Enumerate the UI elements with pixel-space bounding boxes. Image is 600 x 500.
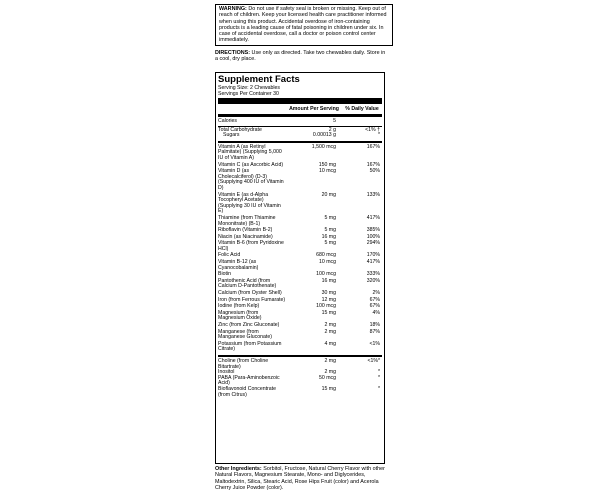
header-divider [218,114,382,117]
nutrient-amount: 20 mg [321,191,336,198]
facts-title: Supplement Facts [218,74,300,85]
nutrient-dv: 18% [369,322,380,328]
nutrient-name: Vitamin C (as Ascorbic Acid) [218,161,284,168]
nutrient-name: Thiamine (from Thiamine Mononitrate) (B-1) [218,214,276,227]
nutrient-amount: 0.00013 g [312,132,336,139]
nutrient-amount: 30 mg [321,290,336,297]
nutrient-group-3 [218,359,382,398]
nutrient-name: Manganese (from Manganese Gluconate) [218,328,272,341]
nutrient-dv: 385% [366,227,380,234]
nutrient-row [218,145,382,162]
nutrient-row [218,279,382,290]
col-dv-header: % Daily Value [345,106,379,112]
nutrient-name: Bioflavonoid Concentrate (from Citrus) [218,385,276,398]
nutrient-dv: 4% [372,309,380,316]
facts-header [218,105,382,114]
nutrient-row [218,193,382,215]
ingredients-label: Other Ingredients: [215,466,262,472]
nutrient-dv: 417% [366,259,380,266]
nutrient-name: Vitamin D (as Cholecalciferol) (D-3) (Supplying 400 IU of Vitamin D) [218,168,284,191]
nutrient-name: PABA (Para-Aminobenzoic Acid) [218,374,280,387]
nutrient-dv: 167% [366,161,380,168]
nutrient-amount: 100 mcg [316,303,336,310]
nutrient-dv: 170% [366,252,380,259]
nutrient-dv: <1%* [367,357,380,364]
nutrient-amount: 5 mg [324,214,336,221]
nutrient-dv: * [377,369,380,376]
group-divider [218,355,382,357]
warning-text: Do not use if safety seal is broken or missing. Keep out of reach of children. Keep your licensed health care practitioner informed when using this product. Accidental overdose of iron-containing products is a leading cause of fatal poisoning in children under six. In case of accidental overdose, call a doctor or poison control center immediately. [219,6,387,44]
nutrient-name: Biotin [218,271,231,278]
nutrient-row [218,291,382,297]
nutrient-row [218,260,382,271]
nutrient-dv: 50% [369,168,380,175]
nutrient-name: Calcium (from Oyster Shell) [218,290,282,297]
supplement-facts-panel [215,72,385,464]
nutrient-amount: 12 mg [321,296,336,303]
nutrient-name: Total Carbohydrate [218,126,262,133]
nutrient-amount: 5 mg [324,227,336,234]
nutrient-row [218,342,382,353]
servings-per-container: Servings Per Container 30 [218,91,279,97]
warning-box [215,4,393,46]
nutrient-dv: 320% [366,277,380,284]
nutrient-name: Vitamin B-12 (as Cyanocobalamin) [218,259,259,271]
nutrient-row [218,304,382,310]
nutrient-name: Choline (from Choline Bitartrate) [218,357,269,370]
nutrient-row [218,311,382,322]
nutrient-row [218,330,382,341]
nutrient-name: Calories [218,118,238,124]
nutrient-amount: 5 [333,118,336,124]
nutrient-name: Pantothenic Acid (from Calcium D-Pantothenate) [218,277,277,290]
nutrient-dv: 417% [366,214,380,221]
nutrient-dv: * [377,374,380,381]
nutrient-dv [336,119,380,125]
nutrient-amount: 16 mg [321,277,336,284]
nutrient-amount: 10 mcg [318,168,336,175]
nutrient-row [218,169,382,191]
nutrient-row [218,359,382,370]
directions-label: DIRECTIONS: [215,50,251,56]
nutrient-name: Vitamin E (as d-Alpha Tocopheryl Acetate) (Supplying 30 IU of Vitamin E) [218,191,281,215]
thick-divider [218,98,382,104]
nutrient-amount: 150 mg [318,161,336,168]
nutrient-row [218,387,382,398]
nutrient-name: Riboflavin (Vitamin B-2) [218,227,273,234]
nutrient-dv: 333% [366,271,380,278]
nutrient-dv: 294% [366,240,380,247]
nutrient-name: Iodine (from Kelp) [218,303,260,310]
nutrient-row [218,216,382,227]
other-ingredients [215,466,387,491]
nutrient-amount: 50 mcg [318,374,336,381]
serving-size: Serving Size: 2 Chewables [218,85,280,91]
nutrient-row [218,119,382,125]
nutrient-amount: 680 mcg [316,252,336,259]
nutrient-dv: 67% [369,303,380,310]
nutrient-amount: 2 mg [324,369,336,376]
nutrient-name: Inositol [218,369,235,376]
nutrient-dv: 100% [366,233,380,240]
nutrient-dv: 87% [369,328,380,335]
nutrient-name: Iron (from Ferrous Fumarate) [218,296,286,303]
nutrient-amount: 1,500 mcg [311,143,336,150]
nutrient-row [218,241,382,252]
directions-text: Use only as directed. Take two chewables daily. Store in a cool, dry place. [215,50,386,63]
nutrient-amount: 4 mg [324,340,336,347]
nutrient-dv: 67% [369,296,380,303]
nutrient-amount: 100 mcg [316,271,336,278]
warning-label: WARNING: [219,6,247,12]
nutrient-row [218,272,382,278]
nutrient-row [218,228,382,234]
col-amount-header: Amount Per Serving [289,106,339,112]
nutrient-group-2 [218,145,382,353]
ingredients-text: Sorbitol, Fructose, Natural Cherry Flavor with other Natural Flavors, Magnesium Stearate, Mono- and Diglycerides, Maltodextrin, Silica, Stearic Acid, Rose Hips Fruit (color) and Acerola Cherry Juice Powder (color). [215,466,385,491]
nutrient-dv: * [377,385,380,392]
nutrient-row [218,323,382,329]
nutrient-name: Sugars [223,132,240,139]
nutrient-amount: 2 g [328,126,336,133]
directions [215,50,387,63]
nutrient-dv: <1% † [365,126,380,133]
nutrient-amount: 5 mg [324,240,336,247]
nutrient-name: Niacin (as Niacinamide) [218,233,273,240]
nutrient-name: Zinc (from Zinc Gluconate) [218,322,280,328]
nutrient-amount: 15 mg [321,385,336,392]
nutrient-name: Potassium (from Potassium Citrate) [218,340,282,353]
nutrient-amount: 10 mcg [318,259,336,266]
nutrient-amount: 2 mg [324,357,336,364]
nutrient-dv: 167% [366,143,380,150]
group-divider [218,141,382,143]
nutrient-amount: 15 mg [321,309,336,316]
nutrient-group-1 [218,119,382,139]
nutrient-name: Folic Acid [218,252,241,259]
nutrient-amount: 2 mg [324,328,336,335]
nutrient-dv: 133% [366,191,380,198]
nutrient-name: Vitamin A (as Retinyl Palmitate) (Supplying 5,000 IU of Vitamin A) [218,143,282,161]
nutrient-dv: <1% [369,340,380,347]
nutrient-row [218,133,382,139]
nutrient-dv: 2% [372,290,380,297]
nutrient-amount: 16 mg [321,233,336,240]
nutrient-name: Magnesium (from Magnesium Oxide) [218,309,262,322]
nutrient-amount: 2 mg [324,322,336,328]
nutrient-name: Vitamin B-6 (from Pyridoxine HCl) [218,240,284,252]
nutrient-dv: * [377,132,380,139]
